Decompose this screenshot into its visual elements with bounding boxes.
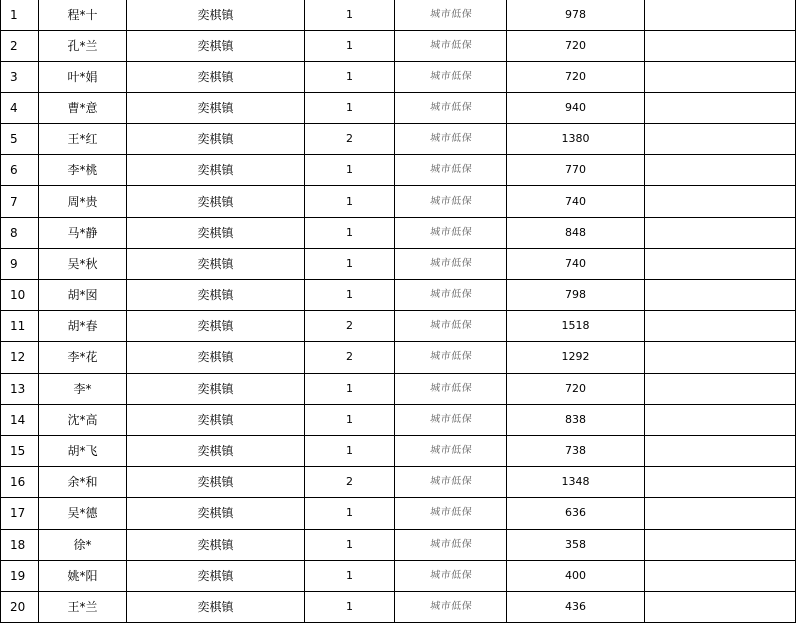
table-row	[1, 498, 796, 529]
amount-cell: 720	[507, 30, 645, 61]
amount-cell: 1380	[507, 124, 645, 155]
assistance-type-text: 城市低保	[428, 445, 473, 457]
empty-cell	[645, 467, 796, 498]
assistance-type-text: 城市低保	[428, 257, 473, 269]
row-number-cell: 14	[1, 404, 39, 435]
amount-cell: 740	[507, 186, 645, 217]
assistance-type-cell	[395, 61, 507, 92]
amount-cell: 1292	[507, 342, 645, 373]
household-size-cell: 1	[305, 155, 395, 186]
amount-cell: 798	[507, 280, 645, 311]
amount-cell: 848	[507, 217, 645, 248]
town-cell: 奕棋镇	[127, 186, 305, 217]
household-size-cell: 2	[305, 342, 395, 373]
assistance-type-cell	[395, 467, 507, 498]
town-cell: 奕棋镇	[127, 155, 305, 186]
empty-cell	[645, 155, 796, 186]
assistance-type-text: 城市低保	[428, 507, 473, 519]
household-size-cell: 1	[305, 92, 395, 123]
empty-cell	[645, 435, 796, 466]
amount-cell: 358	[507, 529, 645, 560]
table-row	[1, 435, 796, 466]
table-row	[1, 248, 796, 279]
table-row	[1, 124, 796, 155]
household-size-cell: 1	[305, 280, 395, 311]
household-size-cell: 1	[305, 61, 395, 92]
name-cell: 胡*春	[39, 311, 127, 342]
household-size-cell: 1	[305, 186, 395, 217]
row-number-cell: 6	[1, 155, 39, 186]
amount-cell: 838	[507, 404, 645, 435]
assistance-type-text: 城市低保	[428, 101, 473, 113]
assistance-type-text: 城市低保	[428, 382, 473, 394]
assistance-type-text: 城市低保	[428, 320, 473, 332]
assistance-type-text: 城市低保	[428, 476, 473, 488]
empty-cell	[645, 342, 796, 373]
amount-cell: 1348	[507, 467, 645, 498]
empty-cell	[645, 373, 796, 404]
assistance-type-text: 城市低保	[428, 351, 473, 363]
name-cell: 胡*飞	[39, 435, 127, 466]
assistance-type-cell	[395, 342, 507, 373]
assistance-type-cell	[395, 311, 507, 342]
table-row	[1, 61, 796, 92]
name-cell: 吴*德	[39, 498, 127, 529]
household-size-cell: 1	[305, 373, 395, 404]
town-cell: 奕棋镇	[127, 0, 305, 30]
amount-cell: 636	[507, 498, 645, 529]
table-row	[1, 155, 796, 186]
row-number-cell: 20	[1, 591, 39, 622]
assistance-type-cell	[395, 529, 507, 560]
assistance-type-cell	[395, 30, 507, 61]
household-size-cell: 2	[305, 124, 395, 155]
name-cell: 李*	[39, 373, 127, 404]
table-row	[1, 404, 796, 435]
empty-cell	[645, 92, 796, 123]
row-number-cell: 4	[1, 92, 39, 123]
name-cell: 曹*意	[39, 92, 127, 123]
assistance-type-cell	[395, 560, 507, 591]
town-cell: 奕棋镇	[127, 467, 305, 498]
assistance-type-cell	[395, 591, 507, 622]
assistance-type-text: 城市低保	[428, 70, 473, 82]
table-row	[1, 311, 796, 342]
row-number-cell: 3	[1, 61, 39, 92]
assistance-type-cell	[395, 217, 507, 248]
household-size-cell: 1	[305, 404, 395, 435]
amount-cell: 978	[507, 0, 645, 30]
name-cell: 叶*娟	[39, 61, 127, 92]
amount-cell: 770	[507, 155, 645, 186]
table-row	[1, 92, 796, 123]
table-row	[1, 217, 796, 248]
name-cell: 徐*	[39, 529, 127, 560]
town-cell: 奕棋镇	[127, 92, 305, 123]
row-number-cell: 10	[1, 280, 39, 311]
town-cell: 奕棋镇	[127, 498, 305, 529]
amount-cell: 720	[507, 61, 645, 92]
assistance-type-cell	[395, 186, 507, 217]
amount-cell: 740	[507, 248, 645, 279]
name-cell: 余*和	[39, 467, 127, 498]
name-cell: 沈*高	[39, 404, 127, 435]
empty-cell	[645, 498, 796, 529]
empty-cell	[645, 311, 796, 342]
town-cell: 奕棋镇	[127, 529, 305, 560]
assistance-type-text: 城市低保	[428, 413, 473, 425]
table-row	[1, 280, 796, 311]
town-cell: 奕棋镇	[127, 248, 305, 279]
empty-cell	[645, 0, 796, 30]
table-row	[1, 591, 796, 622]
household-size-cell: 1	[305, 560, 395, 591]
empty-cell	[645, 248, 796, 279]
empty-cell	[645, 404, 796, 435]
empty-cell	[645, 186, 796, 217]
assistance-type-cell	[395, 0, 507, 30]
name-cell: 王*兰	[39, 591, 127, 622]
empty-cell	[645, 61, 796, 92]
town-cell: 奕棋镇	[127, 124, 305, 155]
household-size-cell: 1	[305, 498, 395, 529]
empty-cell	[645, 280, 796, 311]
amount-cell: 940	[507, 92, 645, 123]
household-size-cell: 1	[305, 591, 395, 622]
amount-cell: 436	[507, 591, 645, 622]
table-body	[1, 0, 796, 623]
town-cell: 奕棋镇	[127, 280, 305, 311]
row-number-cell: 11	[1, 311, 39, 342]
town-cell: 奕棋镇	[127, 61, 305, 92]
amount-cell: 720	[507, 373, 645, 404]
assistance-type-text: 城市低保	[428, 600, 473, 612]
empty-cell	[645, 529, 796, 560]
assistance-type-text: 城市低保	[428, 226, 473, 238]
town-cell: 奕棋镇	[127, 217, 305, 248]
row-number-cell: 12	[1, 342, 39, 373]
row-number-cell: 15	[1, 435, 39, 466]
table-row	[1, 560, 796, 591]
amount-cell: 1518	[507, 311, 645, 342]
row-number-cell: 2	[1, 30, 39, 61]
row-number-cell: 16	[1, 467, 39, 498]
amount-cell: 400	[507, 560, 645, 591]
assistance-type-cell	[395, 435, 507, 466]
assistance-type-cell	[395, 373, 507, 404]
table-row	[1, 0, 796, 30]
row-number-cell: 5	[1, 124, 39, 155]
empty-cell	[645, 217, 796, 248]
assistance-type-text: 城市低保	[428, 569, 473, 581]
table-row	[1, 186, 796, 217]
table-row	[1, 342, 796, 373]
assistance-type-text: 城市低保	[428, 164, 473, 176]
table-row	[1, 373, 796, 404]
household-size-cell: 1	[305, 30, 395, 61]
row-number-cell: 8	[1, 217, 39, 248]
row-number-cell: 19	[1, 560, 39, 591]
name-cell: 周*贵	[39, 186, 127, 217]
town-cell: 奕棋镇	[127, 311, 305, 342]
assistance-type-cell	[395, 124, 507, 155]
table-row	[1, 30, 796, 61]
assistance-type-cell	[395, 404, 507, 435]
name-cell: 李*桃	[39, 155, 127, 186]
amount-cell: 738	[507, 435, 645, 466]
household-size-cell: 1	[305, 0, 395, 30]
town-cell: 奕棋镇	[127, 435, 305, 466]
assistance-type-cell	[395, 92, 507, 123]
row-number-cell: 7	[1, 186, 39, 217]
row-number-cell: 18	[1, 529, 39, 560]
row-number-cell: 9	[1, 248, 39, 279]
assistance-type-text: 城市低保	[428, 289, 473, 301]
assistance-type-text: 城市低保	[428, 195, 473, 207]
name-cell: 马*静	[39, 217, 127, 248]
empty-cell	[645, 560, 796, 591]
name-cell: 王*红	[39, 124, 127, 155]
assistance-type-cell	[395, 498, 507, 529]
town-cell: 奕棋镇	[127, 591, 305, 622]
empty-cell	[645, 30, 796, 61]
household-size-cell: 1	[305, 435, 395, 466]
assistance-type-cell	[395, 248, 507, 279]
row-number-cell: 13	[1, 373, 39, 404]
town-cell: 奕棋镇	[127, 404, 305, 435]
town-cell: 奕棋镇	[127, 560, 305, 591]
household-size-cell: 1	[305, 217, 395, 248]
assistance-type-text: 城市低保	[428, 8, 473, 20]
household-size-cell: 2	[305, 311, 395, 342]
table-row	[1, 467, 796, 498]
table-row	[1, 529, 796, 560]
household-size-cell: 1	[305, 529, 395, 560]
assistance-type-cell	[395, 280, 507, 311]
name-cell: 吴*秋	[39, 248, 127, 279]
assistance-type-text: 城市低保	[428, 538, 473, 550]
town-cell: 奕棋镇	[127, 373, 305, 404]
assistance-type-text: 城市低保	[428, 133, 473, 145]
town-cell: 奕棋镇	[127, 342, 305, 373]
row-number-cell: 1	[1, 0, 39, 30]
name-cell: 姚*阳	[39, 560, 127, 591]
assistance-type-text: 城市低保	[428, 39, 473, 51]
name-cell: 胡*囡	[39, 280, 127, 311]
empty-cell	[645, 591, 796, 622]
row-number-cell: 17	[1, 498, 39, 529]
name-cell: 孔*兰	[39, 30, 127, 61]
name-cell: 程*十	[39, 0, 127, 30]
town-cell: 奕棋镇	[127, 30, 305, 61]
empty-cell	[645, 124, 796, 155]
name-cell: 李*花	[39, 342, 127, 373]
household-size-cell: 1	[305, 248, 395, 279]
assistance-type-cell	[395, 155, 507, 186]
household-size-cell: 2	[305, 467, 395, 498]
